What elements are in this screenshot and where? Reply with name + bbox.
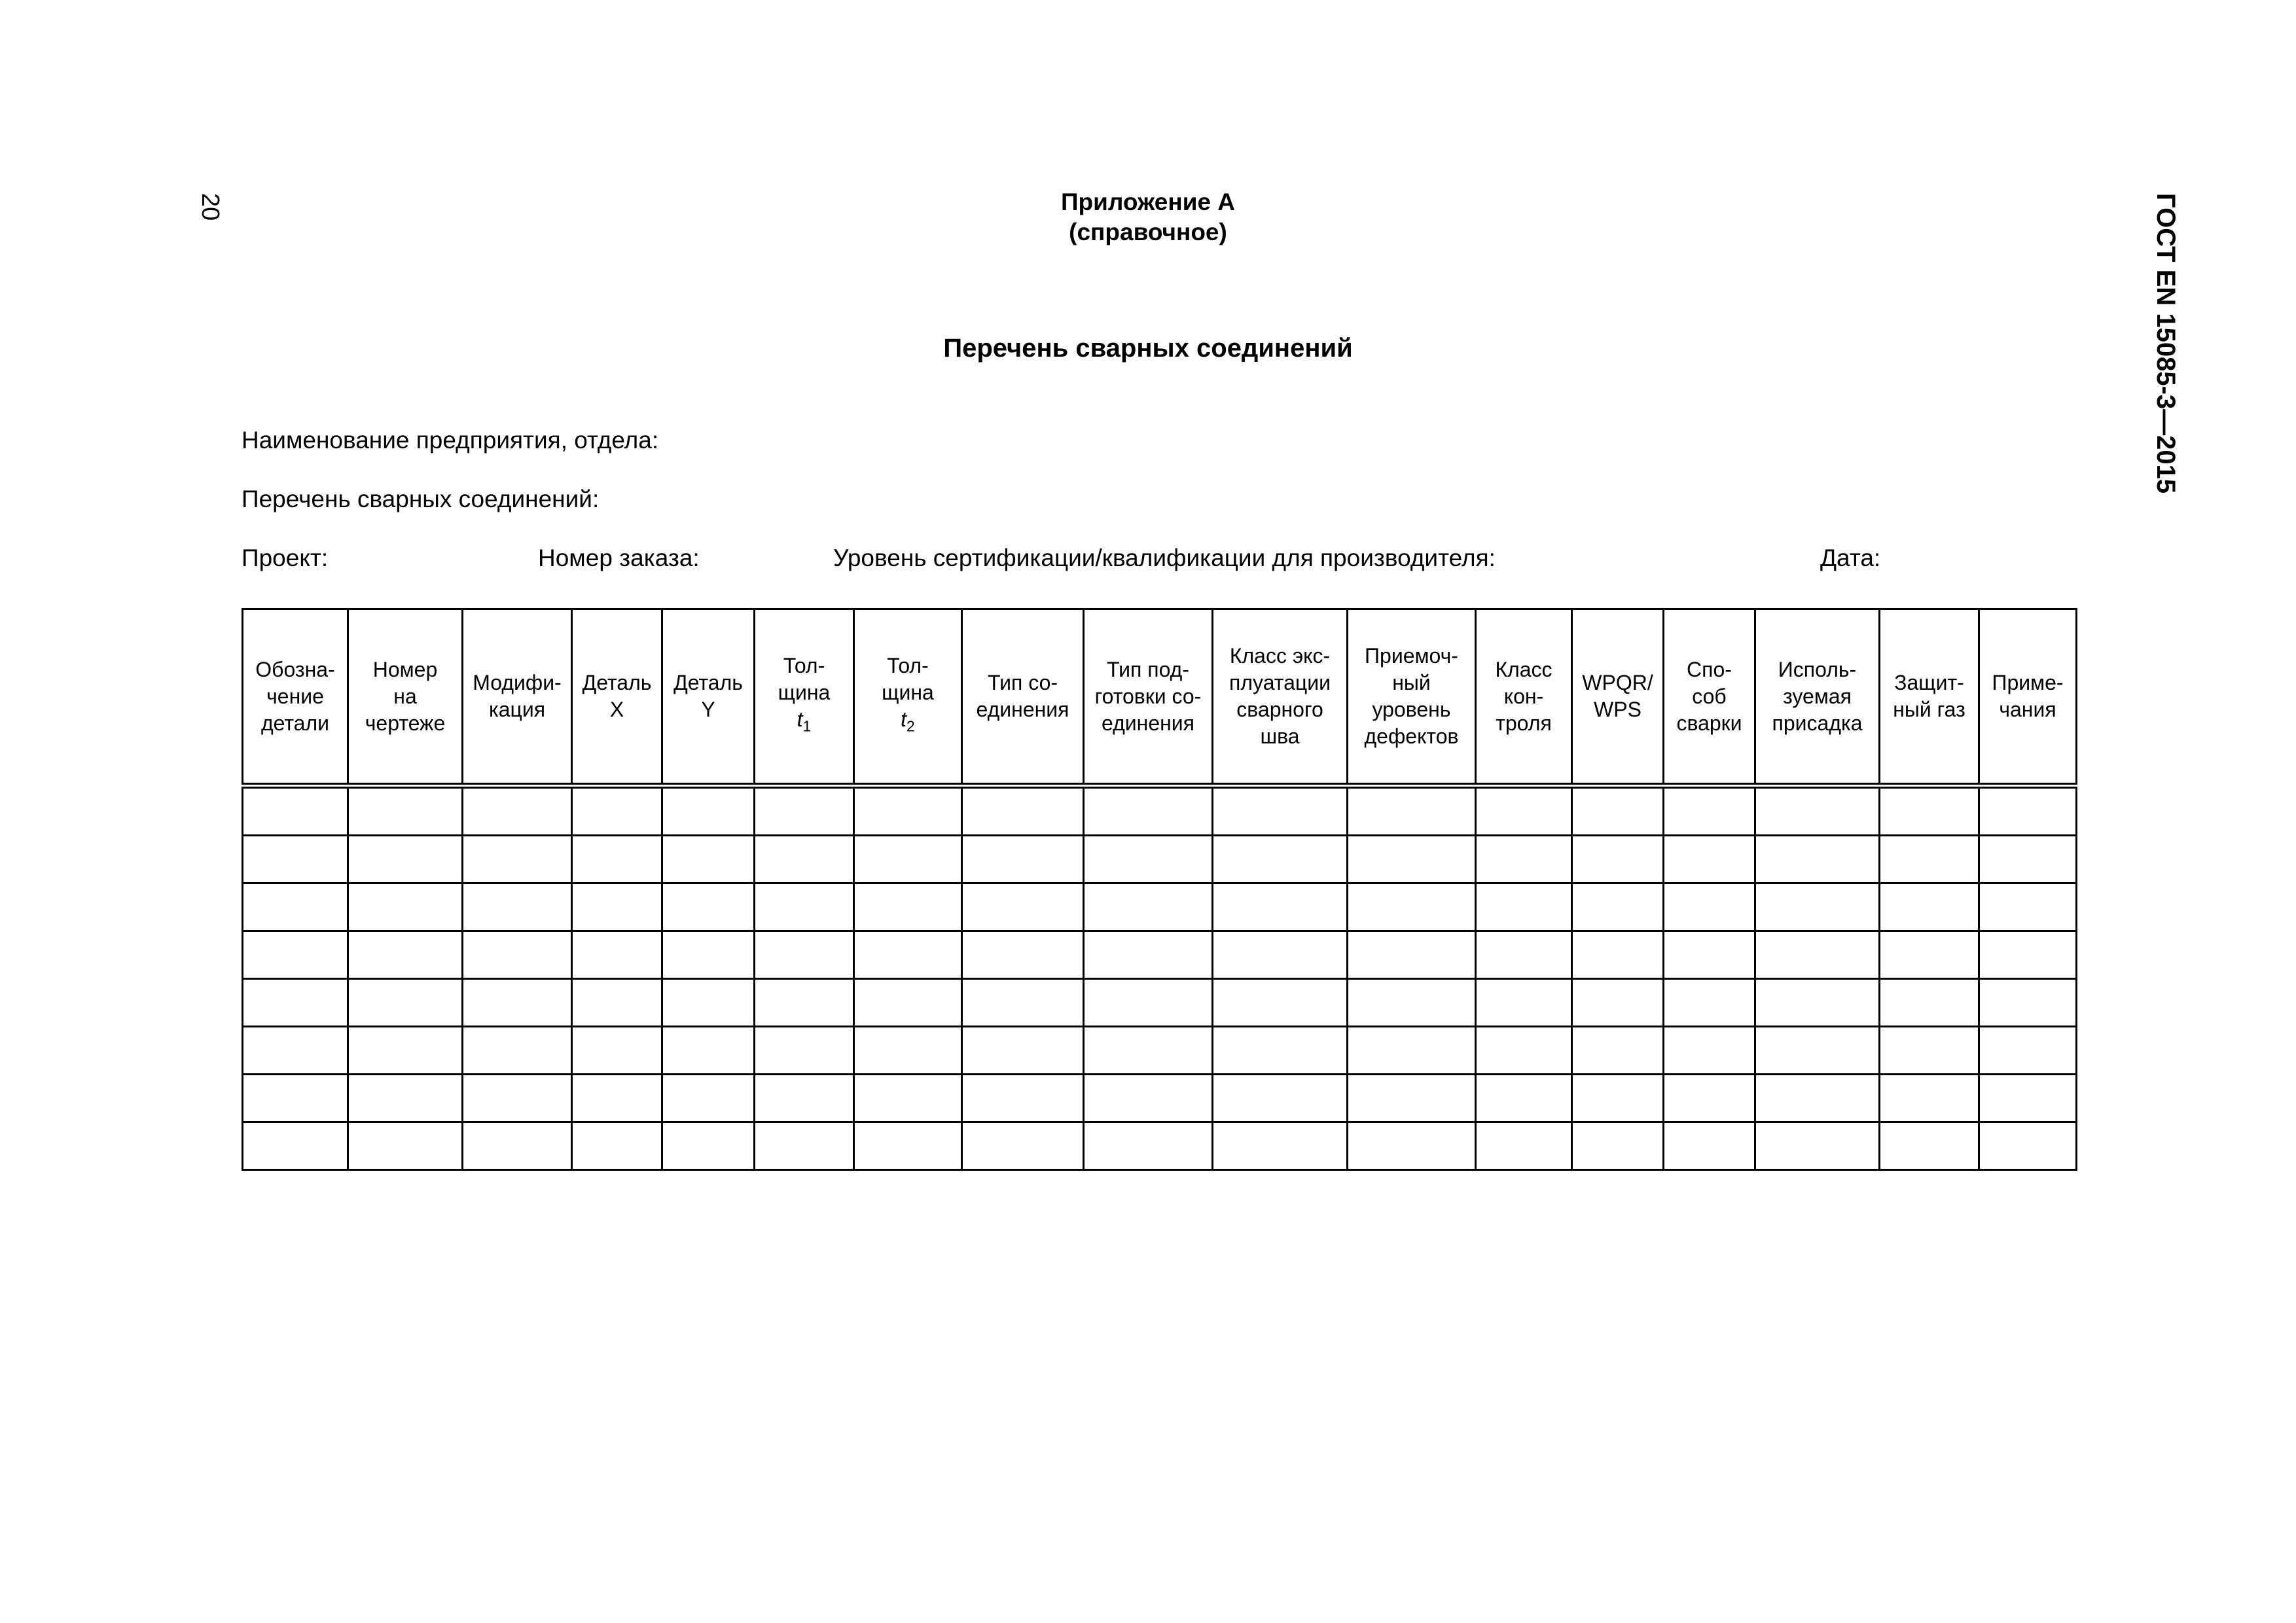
list-label: Перечень сварных соединений: bbox=[242, 486, 600, 512]
table-cell bbox=[755, 1122, 854, 1170]
table-cell bbox=[463, 1027, 572, 1075]
table-cell bbox=[463, 1075, 572, 1122]
table-cell bbox=[463, 979, 572, 1027]
header-line: Модифи- bbox=[473, 671, 562, 694]
table-cell bbox=[662, 836, 755, 883]
table-cell bbox=[348, 931, 463, 979]
table-cell bbox=[1979, 786, 2077, 836]
table-cell bbox=[1213, 931, 1348, 979]
table-cell bbox=[1755, 786, 1880, 836]
thickness-symbol-t2: $t_2$ bbox=[901, 707, 915, 735]
table-cell bbox=[572, 836, 662, 883]
table-cell bbox=[243, 883, 348, 931]
table-cell bbox=[572, 1075, 662, 1122]
table-cell bbox=[854, 931, 962, 979]
header-line: чания bbox=[1999, 698, 2056, 721]
table-cell bbox=[572, 883, 662, 931]
header-line: WPQR/ bbox=[1582, 671, 1653, 694]
table-cell bbox=[1348, 931, 1476, 979]
table-cell bbox=[1880, 1027, 1979, 1075]
table-cell bbox=[1755, 1027, 1880, 1075]
table-cell bbox=[463, 883, 572, 931]
table-cell bbox=[1572, 1122, 1664, 1170]
header-line: WPS bbox=[1594, 698, 1641, 721]
header-row bbox=[243, 609, 2077, 786]
table-cell bbox=[854, 1075, 962, 1122]
table-cell bbox=[572, 1027, 662, 1075]
table-cell bbox=[1664, 931, 1755, 979]
col-part-y bbox=[662, 609, 755, 786]
table-cell bbox=[1979, 883, 2077, 931]
table-cell bbox=[1213, 1122, 1348, 1170]
table-cell bbox=[463, 786, 572, 836]
table-cell bbox=[1880, 979, 1979, 1027]
table-cell bbox=[854, 786, 962, 836]
header-line: детали bbox=[260, 711, 330, 735]
header-line: на bbox=[393, 684, 417, 708]
table-cell bbox=[1213, 883, 1348, 931]
table-cell bbox=[243, 1122, 348, 1170]
table-cell bbox=[1979, 1122, 2077, 1170]
table-cell bbox=[1755, 883, 1880, 931]
appendix-heading bbox=[886, 187, 1410, 247]
table-cell bbox=[1084, 931, 1213, 979]
table-cell bbox=[854, 883, 962, 931]
table-cell bbox=[463, 931, 572, 979]
header-line: сварки bbox=[1676, 711, 1742, 735]
date-label: Дата: bbox=[1820, 544, 1881, 571]
table-cell bbox=[1880, 931, 1979, 979]
col-joint-preparation bbox=[1084, 609, 1213, 786]
header-line: Защит- bbox=[1894, 671, 1964, 694]
table-row bbox=[243, 836, 2077, 883]
col-welding-process bbox=[1664, 609, 1755, 786]
table-row bbox=[243, 979, 2077, 1027]
table-cell bbox=[1084, 1122, 1213, 1170]
col-wpqr-wps bbox=[1572, 609, 1664, 786]
certification-label: Уровень сертификации/квалификации для производителя: bbox=[833, 544, 1496, 571]
table-cell bbox=[1348, 1122, 1476, 1170]
table-cell bbox=[463, 836, 572, 883]
table-cell bbox=[1979, 1027, 2077, 1075]
col-weld-class bbox=[1213, 609, 1348, 786]
enterprise-label: Наименование предприятия, отдела: bbox=[242, 427, 659, 454]
header-line: готовки со- bbox=[1094, 684, 1202, 708]
header-line: X bbox=[609, 698, 624, 721]
thickness-symbol-t1: $t_1$ bbox=[797, 707, 812, 735]
table-cell bbox=[463, 1122, 572, 1170]
table-cell bbox=[1084, 836, 1213, 883]
table-cell bbox=[1572, 836, 1664, 883]
table-cell bbox=[854, 1027, 962, 1075]
table-cell bbox=[962, 836, 1084, 883]
table-body bbox=[243, 786, 2077, 1170]
header-line: Приемоч- bbox=[1365, 644, 1458, 668]
table-cell bbox=[1572, 931, 1664, 979]
header-line: Номер bbox=[372, 657, 438, 681]
table-cell bbox=[1476, 1122, 1572, 1170]
table-cell bbox=[572, 786, 662, 836]
table-cell bbox=[1348, 836, 1476, 883]
header-line: щина bbox=[882, 681, 934, 705]
table-cell bbox=[243, 931, 348, 979]
header-line: плуатации bbox=[1229, 671, 1331, 694]
table-cell bbox=[348, 979, 463, 1027]
table-cell bbox=[1476, 1027, 1572, 1075]
table-cell bbox=[962, 1122, 1084, 1170]
table-cell bbox=[755, 931, 854, 979]
header-line: Деталь bbox=[673, 671, 743, 694]
header-line: зуемая bbox=[1783, 684, 1852, 708]
table-cell bbox=[1664, 1122, 1755, 1170]
header-line: Обозна- bbox=[255, 657, 335, 681]
header-line: дефектов bbox=[1364, 724, 1459, 748]
col-acceptance-level bbox=[1348, 609, 1476, 786]
header-line: Деталь bbox=[582, 671, 652, 694]
table-cell bbox=[1213, 1027, 1348, 1075]
table-cell bbox=[243, 1075, 348, 1122]
table-cell bbox=[1476, 786, 1572, 836]
table-cell bbox=[1572, 979, 1664, 1027]
table-cell bbox=[662, 1075, 755, 1122]
table-cell bbox=[662, 1027, 755, 1075]
table-cell bbox=[572, 979, 662, 1027]
table-cell bbox=[1572, 883, 1664, 931]
table-cell bbox=[662, 931, 755, 979]
table-cell bbox=[1755, 931, 1880, 979]
table-cell bbox=[1755, 1075, 1880, 1122]
order-label: Номер заказа: bbox=[538, 544, 700, 571]
col-thickness-t2 bbox=[854, 609, 962, 786]
table-cell bbox=[1476, 1075, 1572, 1122]
weld-joint-table bbox=[242, 608, 2077, 1171]
table-cell bbox=[348, 836, 463, 883]
col-shielding-gas bbox=[1880, 609, 1979, 786]
header-line: шва bbox=[1260, 724, 1300, 748]
table-cell bbox=[1664, 1075, 1755, 1122]
table-row bbox=[243, 1122, 2077, 1170]
table-cell bbox=[962, 1075, 1084, 1122]
table-cell bbox=[1572, 786, 1664, 836]
col-notes bbox=[1979, 609, 2077, 786]
table-cell bbox=[962, 883, 1084, 931]
table-cell bbox=[1348, 979, 1476, 1027]
table-row bbox=[243, 931, 2077, 979]
table-cell bbox=[1880, 1122, 1979, 1170]
table-cell bbox=[662, 786, 755, 836]
table-cell bbox=[348, 1027, 463, 1075]
table-cell bbox=[348, 1075, 463, 1122]
header-line: кация bbox=[488, 698, 546, 721]
header-line: Тол- bbox=[887, 654, 929, 678]
list-title: Перечень сварных соединений bbox=[943, 334, 1353, 363]
table-cell bbox=[755, 1075, 854, 1122]
table-cell bbox=[1755, 979, 1880, 1027]
header-line: Y bbox=[701, 698, 715, 721]
page-number: 20 bbox=[196, 193, 224, 221]
table-cell bbox=[1476, 979, 1572, 1027]
table-cell bbox=[1213, 786, 1348, 836]
table-cell bbox=[962, 786, 1084, 836]
table-cell bbox=[1880, 1075, 1979, 1122]
col-drawing-number bbox=[348, 609, 463, 786]
header-line: Тип со- bbox=[987, 671, 1058, 694]
header-line: Класс экс- bbox=[1229, 644, 1331, 668]
table-cell bbox=[1084, 883, 1213, 931]
table-cell bbox=[1476, 836, 1572, 883]
table-cell bbox=[572, 1122, 662, 1170]
table-cell bbox=[1664, 979, 1755, 1027]
table-cell bbox=[1476, 931, 1572, 979]
table-cell bbox=[1979, 931, 2077, 979]
table-cell bbox=[1213, 1075, 1348, 1122]
table-cell bbox=[755, 979, 854, 1027]
table-row bbox=[243, 1027, 2077, 1075]
table-cell bbox=[1348, 883, 1476, 931]
table-cell bbox=[854, 836, 962, 883]
header-line: единения bbox=[1102, 711, 1194, 735]
header-line: кон- bbox=[1503, 684, 1544, 708]
table-cell bbox=[662, 1122, 755, 1170]
table-cell bbox=[662, 979, 755, 1027]
col-filler-material bbox=[1755, 609, 1880, 786]
table-cell bbox=[1084, 786, 1213, 836]
table-cell bbox=[1664, 1027, 1755, 1075]
table-cell bbox=[348, 1122, 463, 1170]
project-label: Проект: bbox=[242, 544, 329, 571]
table-cell bbox=[755, 786, 854, 836]
table-cell bbox=[243, 836, 348, 883]
table-cell bbox=[1880, 883, 1979, 931]
header-line: Спо- bbox=[1687, 657, 1732, 681]
header-line: Исполь- bbox=[1778, 657, 1857, 681]
table-row bbox=[243, 883, 2077, 931]
header-line: Приме- bbox=[1992, 671, 2064, 694]
table-cell bbox=[1755, 836, 1880, 883]
table-cell bbox=[962, 1027, 1084, 1075]
header-line: Класс bbox=[1495, 657, 1552, 681]
table-cell bbox=[572, 931, 662, 979]
table-cell bbox=[1664, 836, 1755, 883]
standard-code: ГОСТ EN 15085-3—2015 bbox=[2151, 193, 2180, 494]
appendix-title: Приложение А bbox=[1060, 188, 1236, 215]
table-cell bbox=[662, 883, 755, 931]
col-part-designation bbox=[243, 609, 348, 786]
header-line: присадка bbox=[1772, 711, 1863, 735]
table-cell bbox=[962, 931, 1084, 979]
table-cell bbox=[243, 1027, 348, 1075]
table-cell bbox=[755, 883, 854, 931]
table-cell bbox=[1213, 979, 1348, 1027]
header-line: Тип под- bbox=[1107, 657, 1189, 681]
table-cell bbox=[1348, 786, 1476, 836]
table-cell bbox=[1213, 836, 1348, 883]
table-cell bbox=[243, 979, 348, 1027]
table-cell bbox=[854, 979, 962, 1027]
table-cell bbox=[1664, 883, 1755, 931]
table-cell bbox=[755, 1027, 854, 1075]
table-cell bbox=[962, 979, 1084, 1027]
table-cell bbox=[348, 883, 463, 931]
header-line: Тол- bbox=[783, 654, 825, 678]
header-line: чение bbox=[266, 684, 324, 708]
table-cell bbox=[1476, 883, 1572, 931]
table-cell bbox=[1979, 1075, 2077, 1122]
col-thickness-t1 bbox=[755, 609, 854, 786]
table-cell bbox=[1880, 836, 1979, 883]
header-line: уровень bbox=[1372, 698, 1451, 721]
table-cell bbox=[1755, 1122, 1880, 1170]
header-line: соб bbox=[1692, 684, 1727, 708]
appendix-subtitle: (справочное) bbox=[1069, 219, 1227, 245]
table-cell bbox=[854, 1122, 962, 1170]
header-line: единения bbox=[976, 698, 1069, 721]
table-cell bbox=[1979, 979, 2077, 1027]
table-cell bbox=[1348, 1027, 1476, 1075]
table-cell bbox=[1979, 836, 2077, 883]
table-cell bbox=[243, 786, 348, 836]
header-line: ный bbox=[1392, 671, 1431, 694]
table-cell bbox=[1348, 1075, 1476, 1122]
col-modification bbox=[463, 609, 572, 786]
col-inspection-class bbox=[1476, 609, 1572, 786]
table-cell bbox=[1880, 786, 1979, 836]
table-cell bbox=[1084, 1075, 1213, 1122]
table-cell bbox=[755, 836, 854, 883]
header-line: ный газ bbox=[1893, 698, 1965, 721]
table-cell bbox=[1084, 979, 1213, 1027]
table-cell bbox=[348, 786, 463, 836]
table-cell bbox=[1084, 1027, 1213, 1075]
col-joint-type bbox=[962, 609, 1084, 786]
header-line: сварного bbox=[1236, 698, 1323, 721]
table-row bbox=[243, 786, 2077, 836]
table-cell bbox=[1572, 1075, 1664, 1122]
table-row bbox=[243, 1075, 2077, 1122]
table-cell bbox=[1664, 786, 1755, 836]
header-line: чертеже bbox=[365, 711, 446, 735]
header-line: троля bbox=[1496, 711, 1552, 735]
header-line: щина bbox=[778, 681, 831, 705]
table-cell bbox=[1572, 1027, 1664, 1075]
col-part-x bbox=[572, 609, 662, 786]
